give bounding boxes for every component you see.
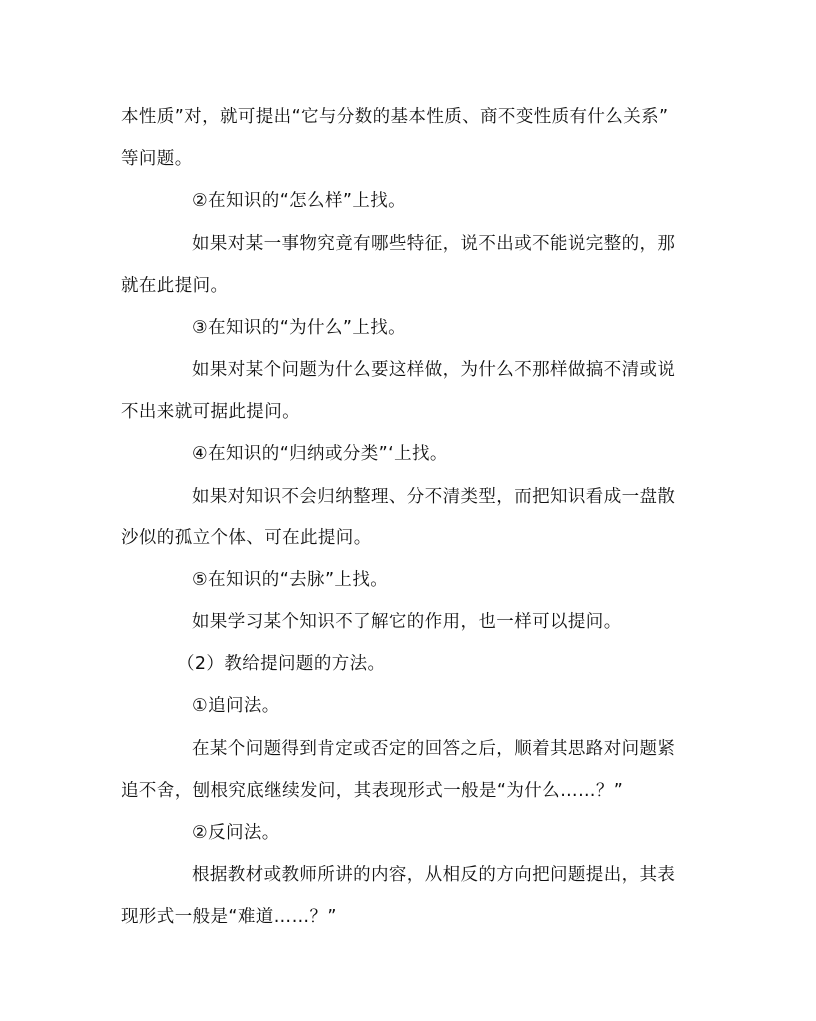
- text-line: 如果学习某个知识不了解它的作用，也一样可以提问。: [192, 612, 622, 632]
- text-line: 如果对某一事物究竟有哪些特征，说不出或不能说完整的，那: [192, 234, 676, 254]
- text-line: 不出来就可据此提问。: [121, 402, 300, 422]
- text-line: 现形式一般是“难道……？”: [121, 907, 337, 927]
- list-item: ④在知识的“归纳或分类”‘上找。: [192, 444, 448, 464]
- list-item: ③在知识的“为什么”上找。: [192, 318, 407, 338]
- text-line: 在某个问题得到肯定或否定的回答之后，顺着其思路对问题紧: [192, 739, 676, 759]
- text-line: 等问题。: [121, 149, 193, 169]
- list-item: ①追问法。: [192, 696, 280, 716]
- text-line: 如果对知识不会归纳整理、分不清类型，而把知识看成一盘散: [192, 487, 676, 507]
- text-line: 如果对某个问题为什么要这样做，为什么不那样做搞不清或说: [192, 360, 676, 380]
- text-line: 追不舍，刨根究底继续发问，其表现形式一般是“为什么……？”: [121, 781, 624, 801]
- text-line: 根据教材或教师所讲的内容，从相反的方向把问题提出，其表: [192, 865, 676, 885]
- text-line: 本性质”对，就可提出“它与分数的基本性质、商不变性质有什么关系”: [121, 107, 669, 127]
- text-line: 沙似的孤立个体、可在此提问。: [121, 528, 372, 548]
- list-item: ②在知识的“怎么样”上找。: [192, 191, 407, 211]
- text-line: 就在此提问。: [121, 276, 229, 296]
- list-item: ②反问法。: [192, 823, 280, 843]
- section-heading: （2）教给提问题的方法。: [177, 654, 386, 674]
- list-item: ⑤在知识的“去脉”上找。: [192, 570, 389, 590]
